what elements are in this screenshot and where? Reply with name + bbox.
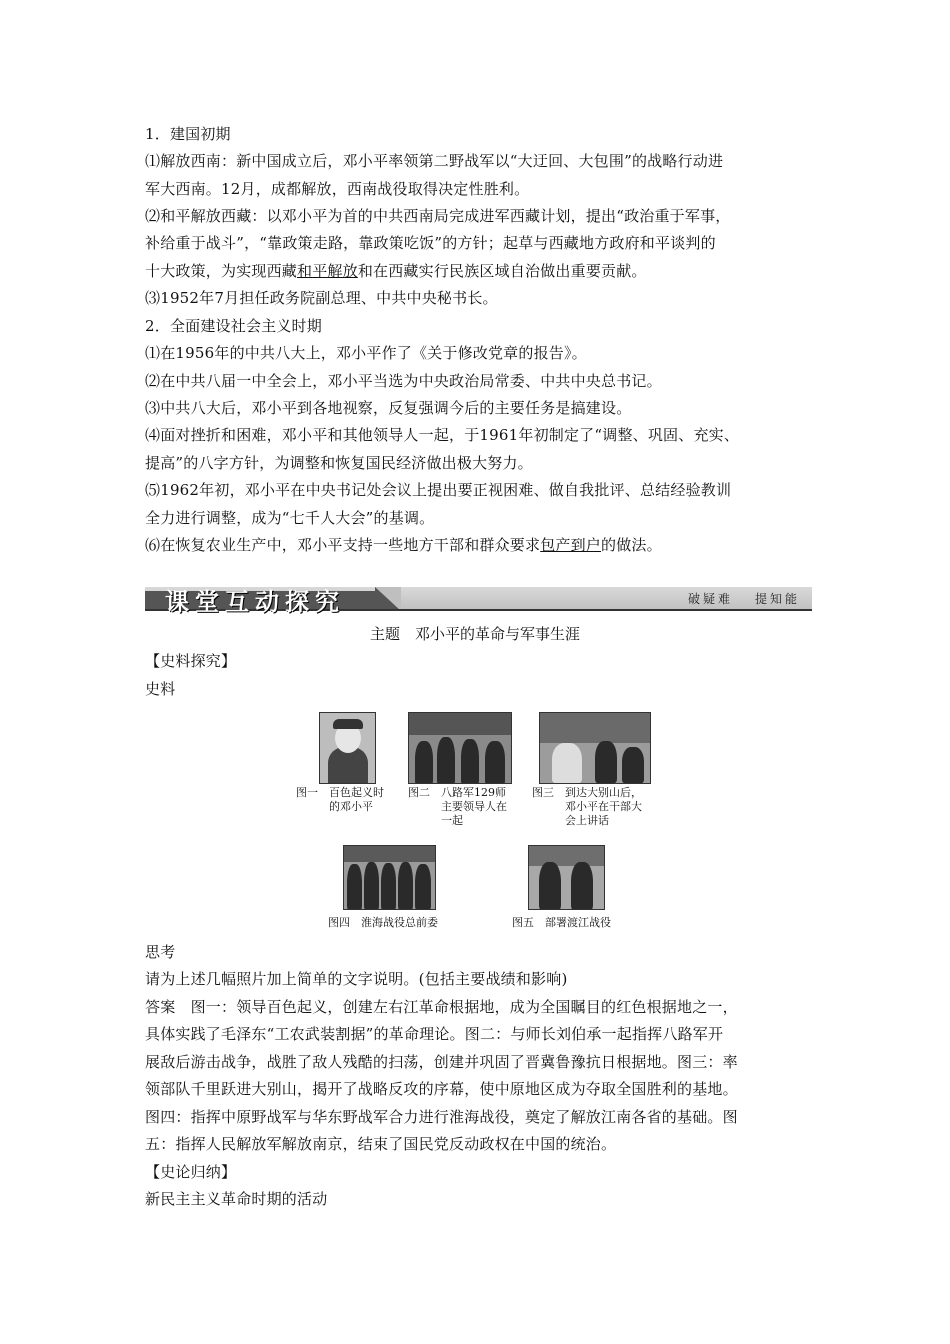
- banner-tags: [666, 590, 800, 607]
- photo-background: [540, 713, 650, 743]
- paragraph-line: 军大西南。12月，成都解放，西南战役取得决定性胜利。: [145, 180, 530, 198]
- paragraph-line: 全力进行调整，成为“七千人大会”的基调。: [145, 509, 435, 527]
- topic-title: 主题 邓小平的革命与军事生涯: [369, 625, 580, 643]
- photo-figure: [552, 743, 582, 783]
- think-question: 请为上述几幅照片加上简单的文字说明。(包括主要战绩和影响): [145, 970, 568, 988]
- photo-figure: [437, 737, 455, 784]
- caption-line: 图三 到达大别山后，: [532, 786, 642, 799]
- answer-line: 图四：指挥中原野战军与华东野战军合力进行淮海战役，奠定了解放江南各省的基础。图: [145, 1108, 738, 1126]
- banner-tag-2: 提知能: [754, 592, 800, 606]
- paragraph-line: ⑶1952年7月担任政务院副总理、中共中央秘书长。: [145, 289, 498, 307]
- photo-figure: [398, 862, 413, 910]
- paragraph-line: ⑴解放西南：新中国成立后，邓小平率领第二野战军以“大迂回、大包围”的战略行动进: [145, 152, 724, 170]
- caption-line: 邓小平在干部大: [532, 800, 642, 813]
- paragraph-line: ⑵在中共八届一中全会上，邓小平当选为中央政治局常委、中共中央总书记。: [145, 372, 662, 390]
- photo-figure: [415, 741, 433, 784]
- photo-group-129: [408, 712, 512, 784]
- summary-sub: 新民主主义革命时期的活动: [145, 1190, 328, 1208]
- text-span: 的做法。: [601, 536, 662, 554]
- paragraph-line: ⑵和平解放西藏：以邓小平为首的中共西南局完成进军西藏计划，提出“政治重于军事，: [145, 207, 731, 225]
- underlined-term: 和平解放: [297, 262, 358, 280]
- photo-figure: [539, 862, 561, 910]
- material-label: 【史料探究】: [145, 652, 237, 670]
- caption-line: 会上讲话: [532, 814, 609, 827]
- photo-background: [529, 846, 604, 866]
- photo-caption-4: 图四 淮海战役总前委: [328, 916, 438, 929]
- underlined-term: 包产到户: [540, 536, 602, 554]
- text-span: ⑹在恢复农业生产中，邓小平支持一些地方干部和群众要求: [145, 536, 541, 554]
- paragraph-line: 提高”的八字方针，为调整和恢复国民经济做出极大努力。: [145, 454, 533, 472]
- banner-dark-slant: [375, 587, 401, 611]
- answer-line: 五：指挥人民解放军解放南京，结束了国民党反动政权在中国的统治。: [145, 1135, 617, 1153]
- answer-line: 答案 图一：领导百色起义，创建左右江革命根据地，成为全国瞩目的红色根据地之一，: [145, 998, 738, 1016]
- section-heading-1: 1．建国初期: [145, 125, 231, 143]
- section-banner: [145, 587, 812, 616]
- banner-tag-1: 破疑难: [687, 592, 733, 606]
- text-span: 和在西藏实行民族区域自治做出重要贡献。: [357, 262, 647, 280]
- photo-figure: [347, 864, 362, 910]
- photo-figure: [381, 863, 396, 910]
- banner-title: 课堂互动探究: [165, 587, 345, 616]
- photo-caption-2: [408, 786, 507, 828]
- photo-figure: [622, 747, 644, 783]
- photo-figure: [595, 741, 617, 783]
- paragraph-line: ⑶中共八大后，邓小平到各地视察，反复强调今后的主要任务是搞建设。: [145, 399, 632, 417]
- photo-caption-5: 图五 部署渡江战役: [512, 916, 611, 929]
- photo-crossing-river: [528, 845, 605, 910]
- text-span: 十大政策，为实现西藏: [145, 262, 298, 280]
- photo-background: [344, 846, 435, 862]
- summary-label: 【史论归纳】: [145, 1163, 237, 1181]
- caption-line: 图二 八路军129师: [408, 786, 506, 799]
- caption-line: 的邓小平: [296, 800, 373, 813]
- photo-figure: [461, 739, 479, 784]
- paragraph-line: ⑷面对挫折和困难，邓小平和其他领导人一起，于1961年初制定了“调整、巩固、充实、: [145, 426, 740, 444]
- paragraph-line: 补给重于战斗”，“靠政策走路，靠政策吃饭”的方针；起草与西藏地方政府和平谈判的: [145, 234, 716, 252]
- photo-speech: [539, 712, 651, 784]
- photo-figure: [485, 741, 505, 784]
- photo-caption-3: [532, 786, 642, 828]
- caption-line: 图一 百色起义时: [296, 786, 384, 799]
- photo-figure: [364, 862, 379, 910]
- photo-huaihai: [343, 845, 436, 910]
- material-sub: 史料: [145, 680, 176, 698]
- photo-portrait: [319, 712, 376, 784]
- section-heading-2: 2．全面建设社会主义时期: [145, 317, 322, 335]
- photo-caption-1: [296, 786, 384, 814]
- think-label: 思考: [145, 943, 176, 961]
- paragraph-line: [145, 262, 647, 280]
- caption-line: 主要领导人在: [408, 800, 507, 813]
- photo-figure: [571, 862, 593, 910]
- paragraph-line: [145, 536, 662, 554]
- answer-line: 领部队千里跃进大别山，揭开了战略反攻的序幕，使中原地区成为夺取全国胜利的基地。: [145, 1080, 738, 1098]
- paragraph-line: ⑴在1956年的中共八大上，邓小平作了《关于修改党章的报告》。: [145, 344, 587, 362]
- photo-figure: [415, 864, 431, 910]
- answer-line: 展敌后游击战争，战胜了敌人残酷的扫荡，创建并巩固了晋冀鲁豫抗日根据地。图三：率: [145, 1053, 738, 1071]
- paragraph-line: ⑸1962年初，邓小平在中央书记处会议上提出要正视困难、做自我批评、总结经验教训: [145, 481, 732, 499]
- photo-cap: [333, 719, 363, 729]
- photo-background: [409, 713, 511, 735]
- answer-line: 具体实践了毛泽东“工农武装割据”的革命理论。图二：与师长刘伯承一起指挥八路军开: [145, 1025, 724, 1043]
- caption-line: 一起: [408, 814, 463, 827]
